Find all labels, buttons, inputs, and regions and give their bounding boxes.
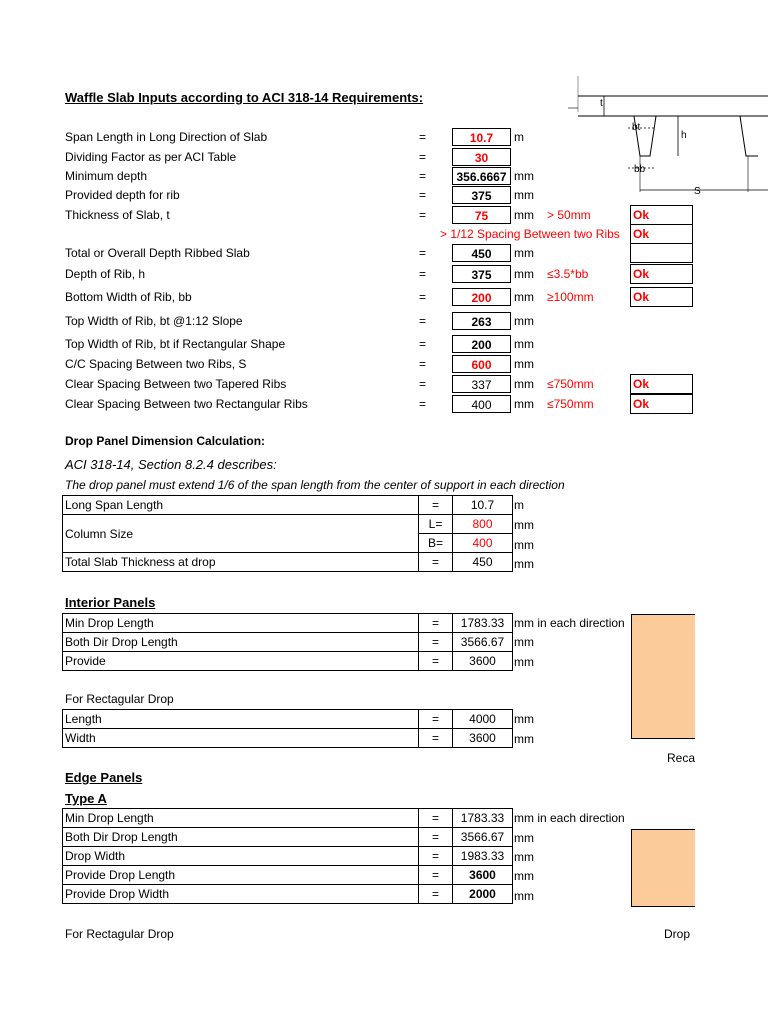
input-label: Provided depth for rib (65, 188, 180, 202)
input-value: 263 (452, 312, 511, 330)
sketch-s-label: S (694, 186, 701, 197)
interior-rect-heading: For Rectagular Drop (65, 692, 174, 706)
drop-table (62, 495, 513, 572)
interior-cell: = (419, 614, 453, 633)
edge-cell: Drop Width (63, 847, 419, 866)
drop-cell: Column Size (63, 515, 419, 553)
interior-rect-table (62, 709, 513, 748)
edge-rect-heading: For Rectagular Drop (65, 927, 174, 941)
interior-rect-cell: = (419, 710, 453, 729)
input-value: 600 (452, 355, 511, 373)
input-unit: m (514, 130, 524, 144)
interior-cell: 1783.33 (453, 614, 513, 633)
edge-unit: mm (514, 889, 534, 903)
input-unit: mm (514, 337, 534, 351)
drop-cell: = (419, 553, 453, 572)
sketch-h-label: h (681, 130, 687, 141)
drop-cell: Total Slab Thickness at drop (63, 553, 419, 572)
input-unit: mm (514, 290, 534, 304)
input-label: Clear Spacing Between two Rectangular Ribs (65, 397, 308, 411)
input-equals: = (419, 130, 427, 144)
input-value: 375 (452, 265, 511, 283)
drop-cell: = (419, 496, 453, 515)
ok-badge: Ok (630, 374, 693, 394)
input-value: 200 (452, 288, 511, 306)
interior-rect-cell: 4000 (453, 710, 513, 729)
interior-cell: Both Dir Drop Length (63, 633, 419, 652)
input-label: Top Width of Rib, bt if Rectangular Shape (65, 337, 286, 351)
drop-cell: L= (419, 515, 453, 534)
input-condition: ≤750mm (547, 377, 594, 391)
edge-cell: Both Dir Drop Length (63, 828, 419, 847)
input-value: 356.6667 (452, 167, 511, 185)
input-unit: mm (514, 246, 534, 260)
interior-rect-cell: Width (63, 729, 419, 748)
input-unit: mm (514, 314, 534, 328)
input-label: Minimum depth (65, 169, 148, 183)
interior-cell: Min Drop Length (63, 614, 419, 633)
input-label: Top Width of Rib, bt @1:12 Slope (65, 314, 243, 328)
input-value: 400 (452, 395, 511, 413)
drop-heading: Drop Panel Dimension Calculation: (65, 434, 266, 448)
input-unit: mm (514, 169, 534, 183)
input-equals: = (419, 208, 427, 222)
drop-cell: 450 (453, 553, 513, 572)
ok-badge: Ok (630, 224, 693, 244)
interior-rect-unit: mm (514, 712, 534, 726)
drop-desc: The drop panel must extend 1/6 of the span length from the center of support in each direction (65, 478, 565, 492)
input-unit: mm (514, 208, 534, 222)
sketch-bt-label: bt (632, 122, 641, 133)
drop-cell: 400 (453, 534, 513, 553)
edge-cell: Min Drop Length (63, 809, 419, 828)
edge-unit: mm (514, 831, 534, 845)
input-equals: = (419, 150, 427, 164)
edge-unit: mm (514, 869, 534, 883)
interior-cell: 3600 (453, 652, 513, 671)
edge-cell: Provide Drop Width (63, 885, 419, 904)
input-label: Span Length in Long Direction of Slab (65, 130, 268, 144)
interior-table (62, 613, 513, 671)
drop-cell: B= (419, 534, 453, 553)
input-label: Bottom Width of Rib, bb (65, 290, 192, 304)
interior-cell: 3566.67 (453, 633, 513, 652)
edge-type: Type A (65, 791, 107, 806)
input-value: 450 (452, 244, 511, 262)
interior-rect-cell: 3600 (453, 729, 513, 748)
interior-cell: = (419, 633, 453, 652)
input-condition: ≤3.5*bb (547, 267, 589, 281)
empty-check-cell (630, 243, 693, 263)
drop-cell: 800 (453, 515, 513, 534)
input-condition: > 50mm (547, 208, 591, 222)
edge-unit: mm (514, 850, 534, 864)
interior-unit: mm (514, 655, 534, 669)
input-label: Total or Overall Depth Ribbed Slab (65, 246, 250, 260)
input-equals: = (419, 337, 427, 351)
input-label: C/C Spacing Between two Ribs, S (65, 357, 247, 371)
drop-ref: ACI 318-14, Section 8.2.4 describes: (65, 457, 277, 472)
interior-rect-cell: = (419, 729, 453, 748)
input-equals: = (419, 169, 427, 183)
edge-unit: mm in each direction (514, 811, 625, 825)
input-equals: = (419, 377, 427, 391)
sketch-bb-label: bb (634, 164, 646, 175)
drop-unit: mm (514, 538, 534, 552)
drop-unit: mm (514, 518, 534, 532)
input-condition: > 1/12 Spacing Between two Ribs (440, 227, 620, 241)
interior-cell: Provide (63, 652, 419, 671)
edge-cell: 1983.33 (453, 847, 513, 866)
input-value: 200 (452, 335, 511, 353)
edge-heading: Edge Panels (65, 770, 143, 785)
input-unit: mm (514, 267, 534, 281)
input-equals: = (419, 290, 427, 304)
interior-drop-panel-shape (631, 614, 695, 739)
edge-cell: 3566.67 (453, 828, 513, 847)
drop-cell: 10.7 (453, 496, 513, 515)
interior-heading: Interior Panels (65, 595, 156, 610)
input-label: Thickness of Slab, t (65, 208, 170, 222)
input-equals: = (419, 357, 427, 371)
interior-cell: = (419, 652, 453, 671)
input-value: 337 (452, 375, 511, 393)
input-equals: = (419, 314, 427, 328)
ok-badge: Ok (630, 205, 693, 225)
edge-cell: = (419, 847, 453, 866)
input-value: 30 (452, 148, 511, 166)
ok-badge: Ok (630, 394, 693, 414)
input-unit: mm (514, 397, 534, 411)
drop-unit: m (514, 498, 524, 512)
interior-rect-unit: mm (514, 732, 534, 746)
edge-cell: 3600 (453, 866, 513, 885)
edge-side-label: Drop (664, 927, 691, 941)
ok-badge: Ok (630, 264, 693, 284)
input-equals: = (419, 267, 427, 281)
input-condition: ≥100mm (547, 290, 594, 304)
interior-side-label: Reca (667, 751, 696, 765)
edge-cell: 1783.33 (453, 809, 513, 828)
edge-cell: = (419, 809, 453, 828)
drop-unit: mm (514, 557, 534, 571)
drop-cell: Long Span Length (63, 496, 419, 515)
edge-drop-panel-shape (631, 829, 695, 907)
input-condition: ≤750mm (547, 397, 594, 411)
edge-cell: = (419, 885, 453, 904)
edge-cell: = (419, 866, 453, 885)
input-equals: = (419, 246, 427, 260)
sketch-t-label: t (600, 98, 603, 109)
input-equals: = (419, 397, 427, 411)
interior-rect-cell: Length (63, 710, 419, 729)
input-label: Depth of Rib, h (65, 267, 146, 281)
input-label: Dividing Factor as per ACI Table (65, 150, 237, 164)
input-unit: mm (514, 357, 534, 371)
page-title: Waffle Slab Inputs according to ACI 318-14 Requirements: (65, 90, 424, 105)
edge-cell: 2000 (453, 885, 513, 904)
input-label: Clear Spacing Between two Tapered Ribs (65, 377, 287, 391)
ok-badge: Ok (630, 287, 693, 307)
input-value: 75 (452, 206, 511, 224)
edge-table (62, 808, 513, 904)
input-equals: = (419, 188, 427, 202)
input-unit: mm (514, 188, 534, 202)
input-value: 375 (452, 186, 511, 204)
rib-section-sketch (568, 72, 768, 202)
input-unit: mm (514, 377, 534, 391)
edge-cell: = (419, 828, 453, 847)
interior-unit: mm (514, 635, 534, 649)
edge-cell: Provide Drop Length (63, 866, 419, 885)
input-value: 10.7 (452, 128, 511, 146)
interior-unit: mm in each direction (514, 616, 625, 630)
